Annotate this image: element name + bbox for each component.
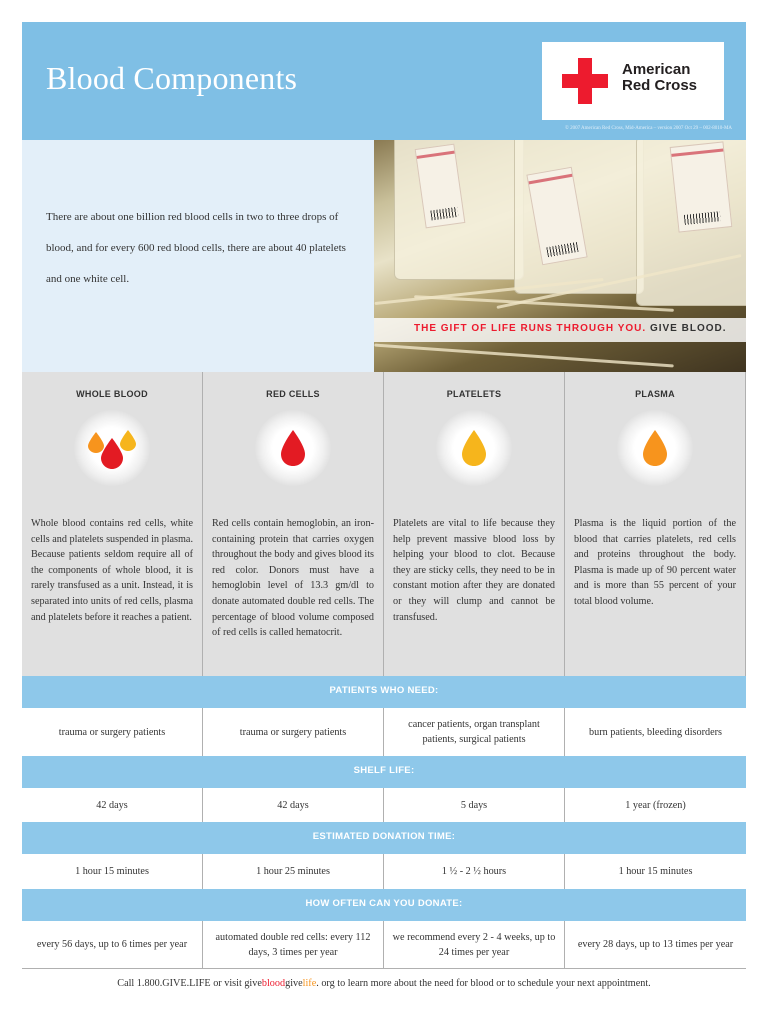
table-cell: we recommend every 2 - 4 weeks, up to 24 times per year (384, 921, 565, 968)
blood-bags-photo (374, 140, 746, 372)
component-description: Whole blood contains red cells, white cells and platelets suspended in plasma. Because patients seldom require all of the components of whole blood, it is rarely transfused as a unit. Instead, it is separated into units of red cells, plasma and platelets before it reaches a patient. (31, 518, 193, 623)
give-blood-banner (374, 318, 746, 342)
row-frequency (22, 921, 746, 968)
component-whole-blood (22, 372, 203, 676)
table-cell: 1 hour 15 minutes (618, 866, 693, 877)
table-cell: trauma or surgery patients (22, 708, 203, 756)
row-patients (22, 708, 746, 756)
section-header-patients: PATIENTS WHO NEED: (22, 676, 746, 708)
red-blood-drop-icon (255, 410, 331, 486)
table-cell: 1 hour 15 minutes (22, 854, 203, 889)
component-title: PLATELETS (446, 389, 502, 399)
three-blood-drops-icon (74, 410, 150, 486)
logo-wordmark (622, 62, 697, 94)
component-red-cells (203, 372, 384, 676)
table-cell: every 28 days, up to 13 times per year (577, 939, 734, 950)
logo-line-2: Red Cross (622, 77, 698, 94)
component-description: Platelets are vital to life because they help prevent massive blood loss by helping your blood to clot. Because they are sticky cells, they need to be in constant motion after they are donated or they will clump and cannot be transfused. (393, 518, 555, 623)
table-cell: trauma or surgery patients (203, 708, 384, 756)
footer-link-life[interactable]: life (302, 978, 317, 989)
component-title: RED CELLS (266, 389, 320, 399)
table-cell: 42 days (203, 788, 384, 822)
component-title: WHOLE BLOOD (76, 389, 148, 399)
table-cell: 1 year (frozen) (625, 799, 686, 811)
page-title: Blood Components (46, 60, 298, 96)
yellow-drop-icon (436, 410, 512, 486)
table-cell: automated double red cells: every 112 days, 3 times per year (203, 921, 384, 968)
intro-panel (22, 140, 374, 372)
table-cell: burn patients, bleeding disorders (589, 726, 722, 738)
header-banner (22, 22, 746, 140)
table-cell: 1 hour 25 minutes (203, 854, 384, 889)
banner-slogan: THE GIFT OF LIFE RUNS THROUGH YOU. (414, 323, 647, 334)
table-cell: 1 ½ - 2 ½ hours (384, 854, 565, 889)
component-platelets (384, 372, 565, 676)
row-donation-time (22, 854, 746, 889)
component-description: Plasma is the liquid portion of the blood that carries platelets, red cells and proteins throughout the body. Plasma is made up of 90 percent water and is more than 55 percent of your total blood volume. (574, 518, 736, 607)
table-cell: cancer patients, organ transplant patients, surgical patients (384, 708, 565, 756)
section-header-shelf-life: SHELF LIFE: (22, 756, 746, 788)
bag-label (670, 141, 733, 232)
table-cell: 42 days (22, 788, 203, 822)
component-plasma (565, 372, 746, 676)
banner-call-to-action: GIVE BLOOD. (649, 323, 727, 334)
orange-drop-icon (617, 410, 693, 486)
copyright-note: © 2007 American Red Cross, Mid-America – version 2007 Oct 29 – 002-8010-MA (565, 126, 732, 131)
row-shelf-life (22, 788, 746, 822)
section-header-frequency: HOW OFTEN CAN YOU DONATE: (22, 889, 746, 921)
footer-link-blood[interactable]: blood (261, 978, 286, 989)
section-header-donation-time: ESTIMATED DONATION TIME: (22, 822, 746, 854)
american-red-cross-logo (542, 42, 724, 120)
red-cross-icon (562, 58, 608, 104)
footer-text: Call 1.800.GIVE.LIFE or visit givebloodgivelife. org to learn more about the need for blood or to schedule your next appointment. (117, 978, 651, 989)
table-cell: every 56 days, up to 6 times per year (22, 921, 203, 968)
component-description: Red cells contain hemoglobin, an iron-containing protein that carries oxygen throughout the body and gives blood its red color. Donors must have a hemoglobin level of 13.3 gm/dl to donate automated double red cells. The percentage of blood volume composed of red cells is called hematocrit. (212, 518, 374, 639)
logo-line-1: American (622, 61, 691, 78)
table-cell: 5 days (384, 788, 565, 822)
component-title: PLASMA (635, 389, 675, 399)
footer (22, 968, 746, 1000)
intro-text: There are about one billion red blood cells in two to three drops of blood, and for every 600 red blood cells, there are about 40 platelets and one white cell. (46, 211, 346, 285)
